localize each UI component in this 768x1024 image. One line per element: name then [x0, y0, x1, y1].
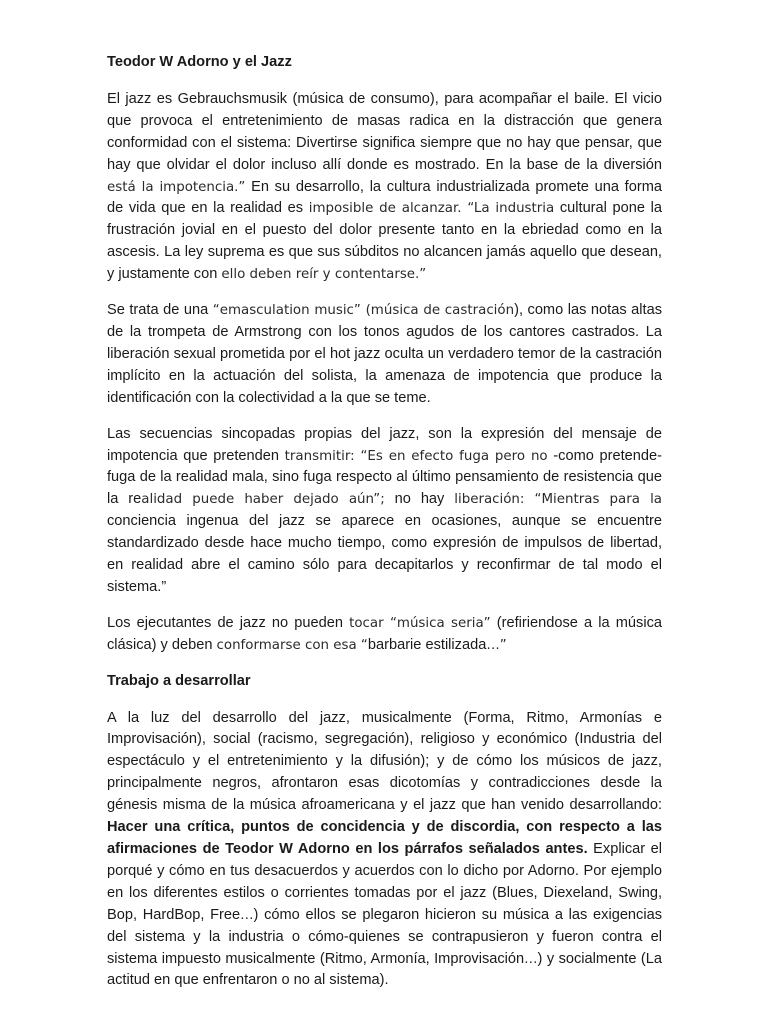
- paragraph-ejecutantes: [107, 613, 662, 657]
- paragraph-1-text-d: imposible de alcanzar. “La industria: [308, 201, 555, 217]
- paragraph-1-text-a: El jazz es Gebrauchsmusik (música de consumo), para acompañar el baile. El vicio que provoca el entretenimiento de masas radica en la distracción que genera conformidad con el sistema: Divertirse significa siempre que no hay que pensar, que hay que olvidar el dolor incluso allí donde es mostrado. En la base de la diversión: [107, 90, 662, 173]
- paragraph-3-text-b: transmitir: “Es en efecto fuga pero no: [284, 448, 548, 464]
- paragraph-4-text-c: (refiriendose a la música clásica) y deben: [107, 614, 662, 653]
- paragraph-trabajo: [107, 708, 662, 993]
- paragraph-2-text-b: “emasculation music” (música de castración: [212, 303, 515, 319]
- section-heading: Trabajo a desarrollar: [107, 672, 251, 689]
- paragraph-4-text-b: tocar “música seria”: [349, 615, 491, 631]
- paragraph-3-text-d: alidad puede haber dejado aún”;: [141, 492, 385, 508]
- document-page: [107, 52, 662, 1006]
- paragraph-2-text-c: ), como las notas altas de la trompeta de Armstrong con los tonos agudos de los cantores castrados. La liberación sexual prometida por el hot jazz oculta un verdadero temor de la castración implícito en la actuación del solista, la amenaza de impotencia que produce la identificación con la colectividad a la que se teme.: [107, 302, 662, 406]
- paragraph-gebrauchsmusik: [107, 89, 662, 286]
- paragraph-1-text-c: En su desarrollo, la cultura industrializada promete una forma de vida que en la realidad es: [107, 178, 662, 217]
- paragraph-5-text-c: Explicar el porqué y cómo en tus desacuerdos y acuerdos con lo dicho por Adorno. Por ejemplo en los diferentes estilos o corrientes tomadas por el jazz (Blues, Diexeland, Swing, Bop, HardBop, Free: [107, 841, 663, 923]
- paragraph-3-text-g: conciencia ingenua del jazz se aparece en ocasiones, aunque se encuentre standardizado desde hace mucho tiempo, como expresión de impulsos de libertad, en realidad abre el camino sólo para decapitarlos y reconfirmar de tal modo el sistema.”: [107, 513, 662, 595]
- paragraph-5-text-e: ) cómo ellos se plegaron hicieron su música a las exigencias del sistema y la industria o cómo-quienes se contrapusieron y fueron contra el sistema impuesto musicalmente (Ritmo, Armonía, Improvisación: [107, 906, 663, 967]
- paragraph-4-text-f: …”: [486, 637, 507, 653]
- paragraph-5-text-a: A la luz del desarrollo del jazz, musicalmente (Forma, Ritmo, Armonías e Improvisación), social (racismo, segregación), religioso y económico (Industria del espectáculo y el entretenimiento y la difusión); y de cómo los músicos de jazz, principalmente negros, afrontaron esas dicotomías y contradicciones desde la génesis misma de la música afroamericana y el jazz que han venido desarrollando:: [107, 709, 662, 814]
- paragraph-2-text-a: Se trata de una: [107, 302, 213, 319]
- paragraph-5-ellipsis-1: …: [240, 907, 254, 923]
- document-title: Teodor W Adorno y el Jazz: [107, 54, 292, 70]
- paragraph-5-bold-instruction: Hacer una crítica, puntos de concidencia y de discordia, con respecto a las afirmaciones de Teodor W Adorno en los párrafos señalados antes.: [107, 819, 662, 857]
- paragraph-1-text-e: cultural pone la frustración jovial en el puesto del dolor presente tanto en la ebriedad como en la ascesis. La ley suprema es que sus súbditos no alcancen jamás aquello que desean, y justamente con: [107, 200, 662, 283]
- paragraph-3-text-f: liberación: “Mientras para la: [454, 492, 663, 508]
- paragraph-5-ellipsis-2: …: [524, 951, 538, 967]
- paragraph-secuencias-sincopadas: [107, 424, 662, 599]
- paragraph-3-text-c: -como pretende-fuga de la realidad mala, sino fuga respecto al último pensamiento de resistencia que la re: [107, 447, 662, 508]
- paragraph-4-text-d: conformarse con esa “: [216, 637, 368, 653]
- paragraph-5-text-g: ) y socialmente (La actitud en que enfrentaron o no al sistema).: [107, 950, 662, 989]
- paragraph-3-text-a: Las secuencias sincopadas propias del jazz, son la expresión del mensaje de impotencia que pretenden: [107, 425, 662, 464]
- paragraph-1-text-f: ello deben reír y contentarse.”: [221, 267, 427, 283]
- paragraph-3-text-e: no hay: [384, 491, 455, 508]
- paragraph-4-text-e: barbarie estilizada: [367, 636, 487, 653]
- paragraph-4-text-a: Los ejecutantes de jazz no pueden: [107, 614, 350, 631]
- paragraph-1-text-b: está la impotencia.”: [107, 179, 246, 195]
- paragraph-emasculation-music: [107, 300, 662, 410]
